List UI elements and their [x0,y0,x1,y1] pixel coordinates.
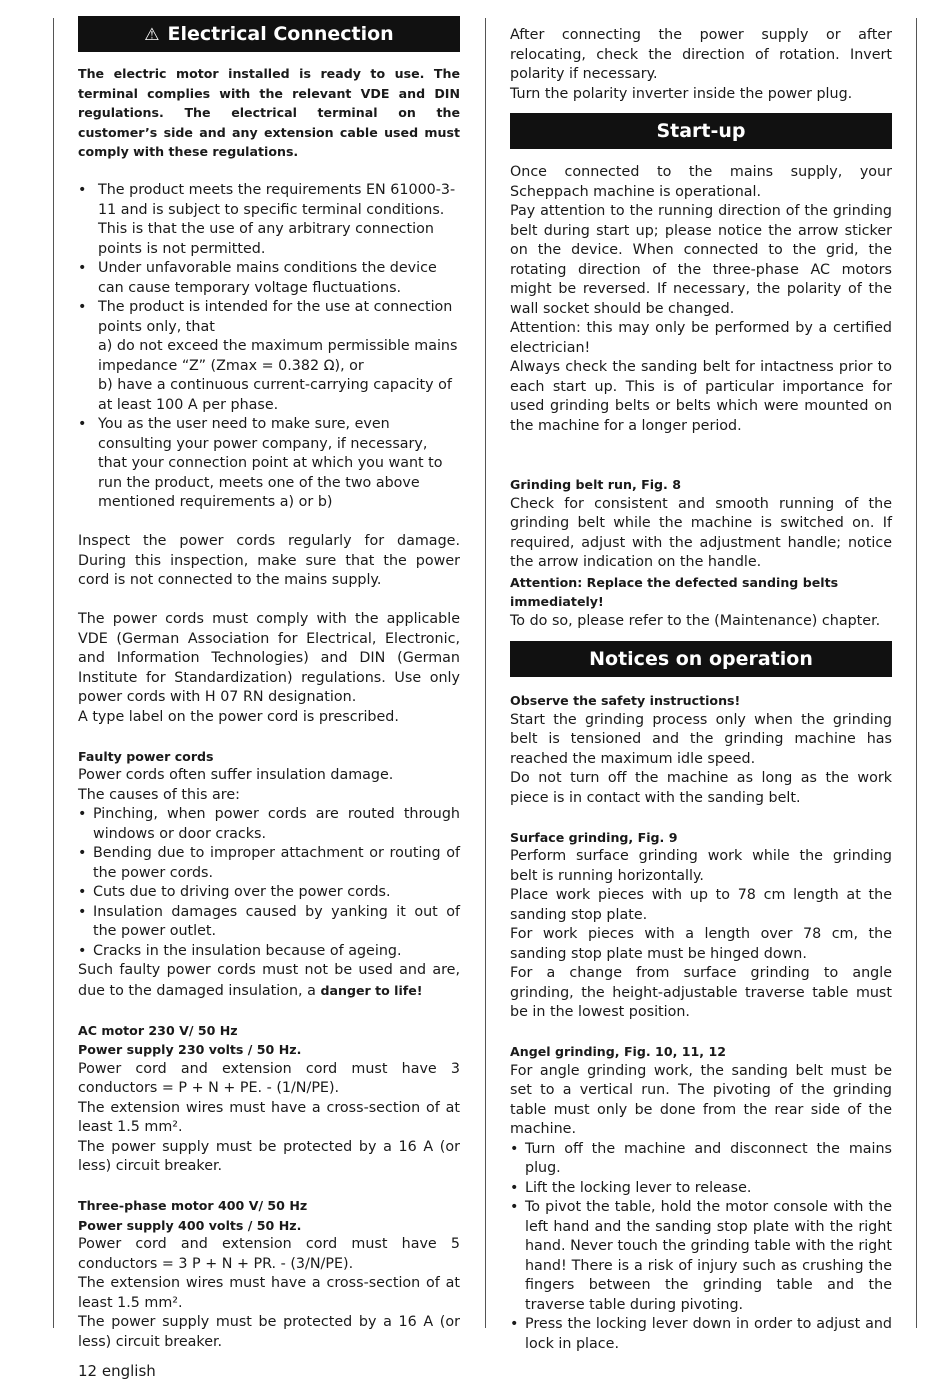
inspect-paragraph: Inspect the power cords regularly for damage. During this inspection, make sure that the power cord is not connected to the mains supply. [78,533,460,588]
start-up-header [510,113,892,149]
left-column [78,16,460,1352]
comply-paragraph: The power cords must comply with the applicable VDE (German Association for Electrical, Electronic, and Information Technologies) and DIN (German Institute for Standardization) regulations. Use only power cords with H 07 RN designation. [78,611,460,705]
ac-motor-p2: The extension wires must have a cross-section of at least 1.5 mm². [78,1099,460,1135]
surface-p1: Perform surface grinding work while the grinding belt is running horizontally. [510,848,892,884]
type-label-paragraph: A type label on the power cord is prescribed. [78,708,399,725]
list-item-option-b: b) have a continuous current-carrying capacity of at least 100 A per phase. [98,377,452,413]
three-phase-p1: Power cord and extension cord must have 5 conductors = 3 P + N + PR. - (3/N/PE). [78,1236,460,1272]
list-item: • Turn off the machine and disconnect the mains plug. [510,1140,892,1179]
page-number: 12 english [78,1362,156,1380]
list-item [78,298,460,415]
list-item: • The product meets the requirements EN 61000-3-11 and is subject to specific terminal conditions. This is that the use of any arbitrary connection points is not permitted. [78,181,460,259]
list-item-text: The product is intended for the use at connection points only, that [98,299,453,335]
angel-steps-list [510,1140,892,1355]
left-margin-rule [53,18,54,1328]
electrical-intro: The electric motor installed is ready to use. The terminal complies with the relevant VDE and DIN regulations. The electrical terminal on the customer’s side and any extension cable used must comply with these regulations. [78,66,460,159]
center-column-rule [485,18,486,1328]
startup-p3: Attention: this may only be performed by a certified electrician! [510,320,892,356]
notices-on-operation-header [510,641,892,677]
notices-on-operation-title: Notices on operation [589,648,813,670]
electrical-connection-header [78,16,460,52]
list-item: • Bending due to improper attachment or routing of the power cords. [78,844,460,883]
three-phase-subtitle: Power supply 400 volts / 50 Hz. [78,1217,302,1233]
notices-title: Observe the safety instructions! [510,693,741,708]
faulty-end-text: Such faulty power cords must not be used and are, due to the damaged insulation, a [78,962,460,999]
list-item: • Insulation damages caused by yanking it out of the power outlet. [78,903,460,942]
belt-run-attention: Attention: Replace the defected sanding belts immediately! [510,574,839,609]
list-item: • You as the user need to make sure, even consulting your power company, if necessary, that your connection point at which you want to run the product, meets one of the two above mentioned requirements a) or b) [78,415,460,513]
three-phase-title: Three-phase motor 400 V/ 50 Hz [78,1198,308,1213]
startup-p2: Pay attention to the running direction of the grinding belt during start up; please notice the arrow sticker on the device. When connected to the grid, the rotating direction of the three-phase AC motors might be reversed. If necessary, the polarity of the wall socket should be changed. [510,203,892,317]
list-item: • Cuts due to driving over the power cords. [78,883,460,903]
notices-p2: Do not turn off the machine as long as the work piece is in contact with the sanding belt. [510,770,892,806]
notices-p1: Start the grinding process only when the grinding belt is tensioned and the grinding machine has reached the maximum idle speed. [510,711,892,767]
belt-run-title: Grinding belt run, Fig. 8 [510,477,681,492]
startup-p1: Once connected to the mains supply, your Scheppach machine is operational. [510,164,892,200]
ac-motor-subtitle: Power supply 230 volts / 50 Hz. [78,1042,302,1057]
surface-p3: For work pieces with a length over 78 cm, the sanding stop plate must be hinged down. [510,926,892,962]
angel-p1: For angle grinding work, the sanding belt must be set to a vertical run. The pivoting of the grinding table must only be done from the rear side of the machine. [510,1062,892,1137]
ac-motor-title: AC motor 230 V/ 50 Hz [78,1022,238,1038]
surface-p4: For a change from surface grinding to angle grinding, the height-adjustable traverse table must be in the lowest position. [510,965,892,1020]
faulty-end-paragraph [78,961,460,1001]
faulty-cords-title: Faulty power cords [78,748,214,764]
electrical-connection-title: Electrical Connection [167,23,394,45]
belt-run-p2: To do so, please refer to the (Maintenance) chapter. [510,612,881,629]
list-item-option-a: a) do not exceed the maximum permissible mains impedance “Z” (Zmax = 0.382 Ω), or [98,338,458,374]
three-phase-p3: The power supply must be protected by a 16 A (or less) circuit breaker. [78,1314,460,1350]
angel-grinding-title: Angel grinding, Fig. 10, 11, 12 [510,1044,726,1059]
list-item: • Press the locking lever down in order to adjust and lock in place. [510,1315,892,1354]
surface-grinding-title: Surface grinding, Fig. 9 [510,829,678,845]
start-up-title: Start-up [656,120,746,142]
right-column [510,26,892,1354]
three-phase-p2: The extension wires must have a cross-section of at least 1.5 mm². [78,1275,460,1311]
list-item: • Cracks in the insulation because of ageing. [78,942,460,962]
list-item: • To pivot the table, hold the motor console with the left hand and the sanding stop plate with the right hand. Never touch the grinding table with the right hand! There is a risk of injury such as crushing the fingers between the grinding table and the traverse table during pivoting. [510,1198,892,1315]
ac-motor-p1: Power cord and extension cord must have 3 conductors = P + N + PE. - (1/N/PE). [78,1060,460,1096]
list-item: • Lift the locking lever to release. [510,1179,892,1199]
after-connecting-p1: After connecting the power supply or after relocating, check the direction of rotation. Invert polarity if necessary. [510,27,892,82]
right-margin-rule [916,18,917,1328]
requirements-list [78,181,460,513]
faulty-causes-list [78,805,460,961]
list-item: • Pinching, when power cords are routed through windows or door cracks. [78,805,460,844]
ac-motor-p3: The power supply must be protected by a 16 A (or less) circuit breaker. [78,1138,460,1174]
faulty-cords-p2: The causes of this are: [78,786,240,803]
after-connecting-p2: Turn the polarity inverter inside the power plug. [510,85,853,102]
warning-triangle-icon: ⚠ [144,25,160,45]
surface-p2: Place work pieces with up to 78 cm length at the sanding stop plate. [510,887,892,923]
faulty-cords-p1: Power cords often suffer insulation damage. [78,767,394,783]
belt-run-p1: Check for consistent and smooth running of the grinding belt while the machine is switched on. If required, adjust with the adjustment handle; notice the arrow indication on the handle. [510,495,892,570]
danger-to-life-text: danger to life! [320,982,423,998]
startup-p4: Always check the sanding belt for intactness prior to each start up. This is of particular importance for used grinding belts or belts which were mounted on the machine for a longer period. [510,359,892,434]
list-item: • Under unfavorable mains conditions the device can cause temporary voltage fluctuations. [78,259,460,298]
